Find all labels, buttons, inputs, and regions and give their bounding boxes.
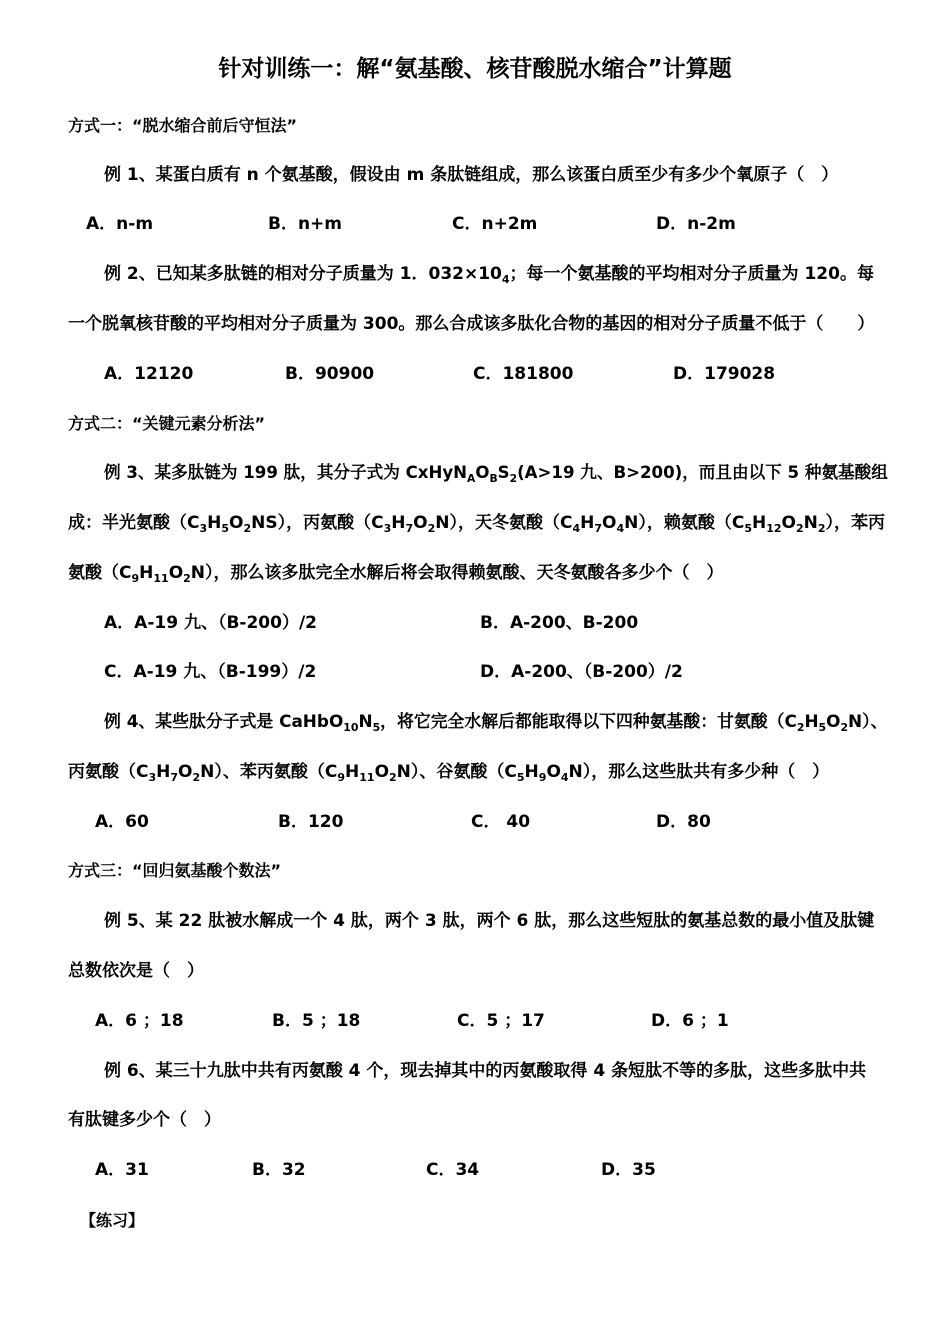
example4-option-b: B．120 [278,812,344,832]
example6-option-d: D．35 [601,1160,656,1180]
example4-question-line1: 例 4、某些肽分子式是 $CaHbO_{10}N_5$，将它完全水解后都能取得以下四种氨基酸：甘氨酸$(C_2H_5O_2N)$、 [104,712,888,734]
example6-question-line2: 有肽键多少个（ ） [68,1110,221,1130]
example3-option-d: D．A-200、（B-200）/2 [480,662,683,682]
example5-question-line2: 总数依次是（ ） [68,961,204,981]
example1-option-d: D．n-2m [656,214,736,234]
example2-option-c: C．181800 [473,364,574,384]
example6-option-b: B．32 [252,1160,306,1180]
example3-option-c: C．A-19 九、（B-199）/2 [104,662,317,682]
example3-option-a: A．A-19 九、（B-200）/2 [104,613,317,633]
example2-option-d: D．179028 [673,364,776,384]
example2-question-line1: 例 2、已知某多肽链的相对分子质量为 1．$032\times 10_4$；每一个氨基酸的平均相对分子质量为 120。每 [104,264,874,286]
example2-question-line2: 一个脱氧核苷酸的平均相对分子质量为 300。那么合成该多肽化合物的基因的相对分子质量不低于（ ） [68,314,875,334]
example2-option-b: B．90900 [285,364,375,384]
example4-option-d: D．80 [656,812,711,832]
example4-question-line2: 丙氨酸$(C_3H_7O_2N)$、苯丙氨酸$(C_9H_{11}O_2N)$、谷氨酸$(C_5H_9O_4N)$，那么这些肽共有多少种（ ） [68,762,830,784]
example5-option-c: C．5 ；17 [457,1011,545,1031]
example5-option-a: A．6 ；18 [95,1011,184,1031]
example4-option-c: C． 40 [471,812,531,832]
method3-heading: 方式三：“回归氨基酸个数法” [68,861,282,880]
example5-option-d: D．6 ；1 [651,1011,729,1031]
example6-option-a: A．31 [95,1160,149,1180]
example3-question-line3: 氨酸$(C_9H_{11}O_2N)$，那么该多肽完全水解后将会取得赖氨酸、天冬氨酸各多少个（ ） [68,563,724,585]
example3-option-b: B．A-200、B-200 [480,613,639,633]
example5-question-line1: 例 5、某 22 肽被水解成一个 4 肽，两个 3 肽，两个 6 肽，那么这些短肽的氨基总数的最小值及肽键 [104,911,875,931]
method2-heading: 方式二：“关键元素分析法” [68,414,266,433]
example1-option-b: B．n+m [268,214,343,234]
example2-option-a: A．12120 [104,364,194,384]
example5-option-b: B．5 ；18 [272,1011,361,1031]
example1-option-a: A．n-m [86,214,154,234]
example1-option-c: C．n+2m [452,214,538,234]
example3-question-line2: 成：半光氨酸$(C_3H_5O_2NS)$，丙氨酸$(C_3H_7O_2N)$，天冬氨酸$(C_4H_7O_4N)$，赖氨酸$(C_5H_{12}O_2N_2)$，苯丙 [68,513,886,535]
practice-heading: 【练习】 [80,1211,145,1230]
page-title: 针对训练一：解“氨基酸、核苷酸脱水缩合”计算题 [218,56,732,82]
example6-option-c: C．34 [426,1160,480,1180]
example3-question-line1: 例 3、某多肽链为 199 肽，其分子式为 $CxHyN_AO_BS_2(A>19$ 九、B>200)，而且由以下 5 种氨基酸组 [104,463,888,485]
example6-question-line1: 例 6、某三十九肽中共有丙氨酸 4 个，现去掉其中的丙氨酸取得 4 条短肽不等的多肽，这些多肽中共 [104,1061,867,1081]
method1-heading: 方式一：“脱水缩合前后守恒法” [68,116,298,135]
example1-question: 例 1、某蛋白质有 n 个氨基酸，假设由 m 条肽链组成，那么该蛋白质至少有多少个氧原子（ ） [104,165,839,185]
example4-option-a: A．60 [95,812,149,832]
